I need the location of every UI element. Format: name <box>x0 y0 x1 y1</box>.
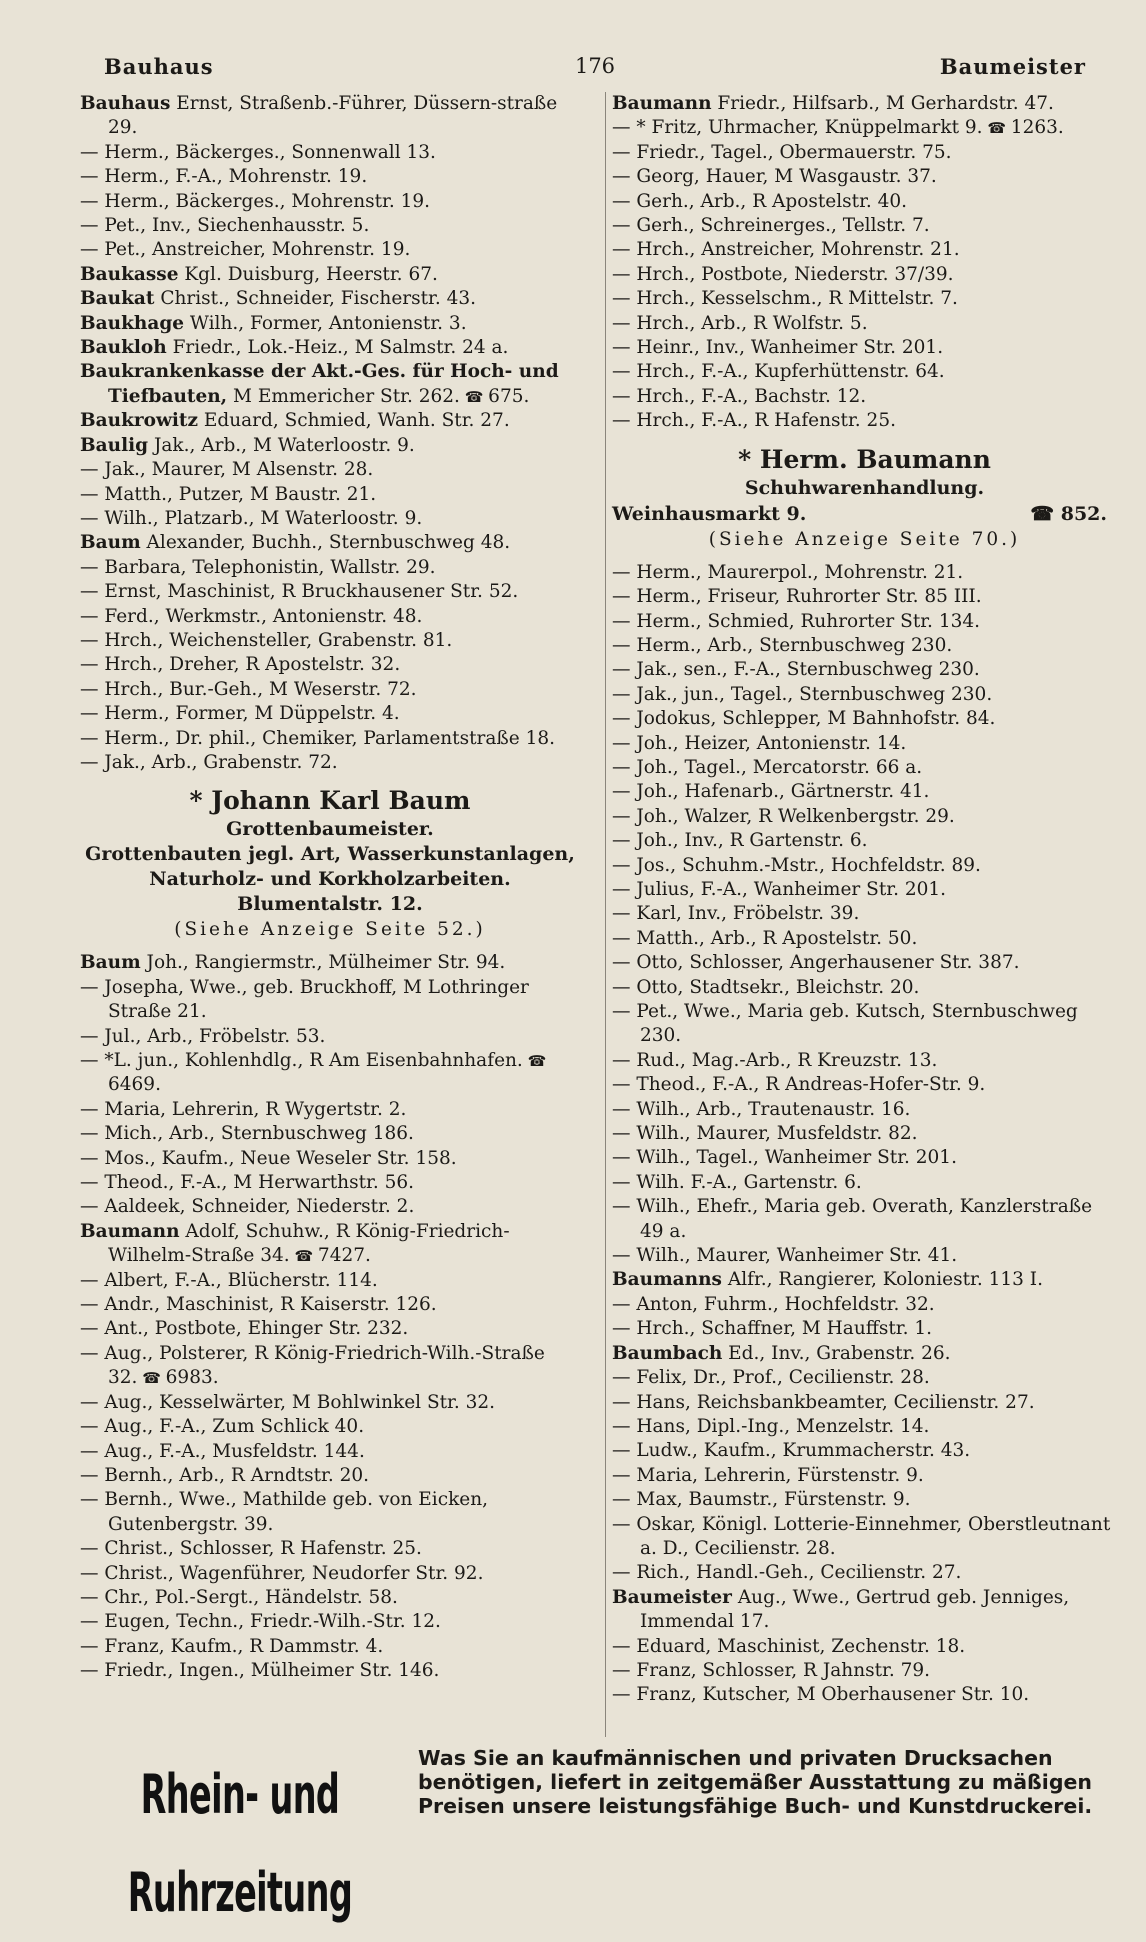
directory-entry <box>80 1147 580 1171</box>
directory-entry <box>80 580 580 604</box>
entry-details: — Hrch., Weichensteller, Grabenstr. 81. <box>80 629 453 651</box>
directory-entry <box>612 1195 1117 1244</box>
directory-entry <box>612 214 1117 238</box>
entry-details: — Max, Baumstr., Fürstenstr. 9. <box>612 1489 911 1511</box>
directory-entry <box>612 409 1117 433</box>
directory-entry <box>612 1513 1117 1562</box>
entry-surname: Baum <box>80 952 141 974</box>
entry-details: — Andr., Maschinist, R Kaiserstr. 126. <box>80 1294 437 1316</box>
directory-entry <box>80 141 580 165</box>
entry-details: — Hrch., Anstreicher, Mohrenstr. 21. <box>612 239 960 261</box>
entry-surname: Baumann <box>80 1220 180 1242</box>
directory-entry <box>80 702 580 726</box>
ad-address: Blumentalstr. 12. <box>237 893 423 916</box>
directory-entry <box>612 634 1117 658</box>
entry-details: — Aaldeek, Schneider, Niederstr. 2. <box>80 1196 415 1218</box>
entry-details: — Julius, F.-A., Wanheimer Str. 201. <box>612 878 947 900</box>
entry-surname: Baukhage <box>80 312 185 334</box>
entry-details: — Chr., Pol.-Sergt., Händelstr. 58. <box>80 1586 398 1608</box>
directory-entry <box>612 1391 1117 1415</box>
entry-details: — Eduard, Maschinist, Zechenstr. 18. <box>612 1635 966 1657</box>
header-left-keyword: Bauhaus <box>104 54 214 79</box>
entry-details: — Jak., sen., F.-A., Sternbuschweg 230. <box>612 659 980 681</box>
entry-telephone-number: 7427. <box>317 1245 371 1267</box>
entry-details: — Ernst, Maschinist, R Bruckhausener Str. 52. <box>80 581 519 603</box>
entry-details: — Herm., F.-A., Mohrenstr. 19. <box>80 166 368 188</box>
entry-details: — Friedr., Ingen., Mülheimer Str. 146. <box>80 1660 440 1682</box>
entry-details: — Herm., Schmied, Ruhrorter Str. 134. <box>612 610 981 632</box>
entry-details: — Theod., F.-A., M Herwarthstr. 56. <box>80 1172 415 1194</box>
entry-details: — Gerh., Schreinerges., Tellstr. 7. <box>612 215 930 237</box>
directory-entry <box>80 360 580 409</box>
right-entries-top <box>612 92 1117 434</box>
directory-entry <box>80 1171 580 1195</box>
directory-entry <box>80 434 580 458</box>
telephone-icon: ☎ <box>459 387 489 406</box>
directory-entry <box>80 336 580 360</box>
directory-entry <box>612 854 1117 878</box>
entry-details: — Georg, Hauer, M Wasgaustr. 37. <box>612 166 937 188</box>
entry-details: — Wilh., Ehefr., Maria geb. Overath, Kanzlerstraße 49 a. <box>612 1196 1093 1242</box>
directory-entry <box>612 1683 1117 1707</box>
ad-name: * Johann Karl Baum <box>189 786 471 816</box>
entry-surname: Baukloh <box>80 337 167 359</box>
entry-details: Ed., Inv., Grabenstr. 26. <box>722 1342 951 1364</box>
entry-details: — Hrch., F.-A., Kupferhüttenstr. 64. <box>612 361 945 383</box>
directory-entry <box>612 976 1117 1000</box>
entry-details: — Hrch., F.-A., Bachstr. 12. <box>612 385 867 407</box>
entry-details: — Bernh., Wwe., Mathilde geb. von Eicken, Gutenbergstr. 39. <box>80 1489 489 1535</box>
entry-details: — Albert, F.-A., Blücherstr. 114. <box>80 1269 378 1291</box>
entry-details: — Hrch., Kesselschm., R Mittelstr. 7. <box>612 288 958 310</box>
directory-entry <box>80 556 580 580</box>
entry-details: — Jak., Arb., Grabenstr. 72. <box>80 751 338 773</box>
entry-details: Jak., Arb., M Waterloostr. 9. <box>148 434 415 456</box>
directory-entry <box>80 1098 580 1122</box>
directory-entry <box>612 385 1117 409</box>
directory-entry <box>80 1025 580 1049</box>
entry-details: — Maria, Lehrerin, Fürstenstr. 9. <box>612 1464 924 1486</box>
directory-entry <box>80 312 580 336</box>
directory-entry <box>612 238 1117 262</box>
directory-entry <box>612 878 1117 902</box>
directory-entry <box>80 1269 580 1293</box>
entry-details: — Josepha, Wwe., geb. Bruckhoff, M Lothringer Straße 21. <box>80 976 529 1023</box>
directory-entry <box>80 1049 580 1098</box>
entry-details: — Mich., Arb., Sternbuschweg 186. <box>80 1123 414 1145</box>
advertisement-herm-baumann <box>612 444 1117 553</box>
entry-details: — Wilh. F.-A., Gartenstr. 6. <box>612 1171 862 1193</box>
directory-entry <box>612 1366 1117 1390</box>
directory-entry <box>80 409 580 433</box>
footer-advertisement <box>80 1746 1110 1924</box>
footer-line-3: Preisen unsere leistungsfähige Buch- und Kunstdruckerei. <box>418 1794 1093 1818</box>
entry-telephone-number: 6469. <box>108 1074 161 1096</box>
directory-entry <box>612 1146 1117 1170</box>
directory-entry <box>80 1659 580 1683</box>
entry-details: — Herm., Dr. phil., Chemiker, Parlamentstraße 18. <box>80 727 556 749</box>
entry-telephone-number: 675. <box>488 385 530 407</box>
directory-entry <box>80 605 580 629</box>
entry-details: — Wilh., Maurer, Wanheimer Str. 41. <box>612 1245 958 1267</box>
directory-entry <box>80 1415 580 1439</box>
ad-line-1: Schuhwarenhandlung. <box>744 476 985 499</box>
directory-entry <box>612 1098 1117 1122</box>
entry-details: — Jak., jun., Tagel., Sternbuschweg 230. <box>612 683 993 705</box>
entry-details: Adolf, Schuhw., R König-Friedrich-Wilhelm-Straße 34. <box>108 1220 510 1267</box>
entry-details: — *L. jun., Kohlenhdlg., R Am Eisenbahnhafen. <box>80 1050 523 1071</box>
entry-details: — Aug., F.-A., Zum Schlick 40. <box>80 1416 365 1438</box>
ad-address: Weinhausmarkt 9. <box>612 502 807 525</box>
directory-entry <box>612 1439 1117 1463</box>
advertisement-johann-karl-baum <box>80 785 580 943</box>
entry-details: Eduard, Schmied, Wanh. Str. 27. <box>197 410 510 432</box>
directory-entry <box>80 165 580 189</box>
entry-details: — Hrch., Arb., R Wolfstr. 5. <box>612 312 868 334</box>
newspaper-logo: Rhein- und Ruhrzeitung <box>127 1763 353 1924</box>
entry-details: — Christ., Wagenführer, Neudorfer Str. 92. <box>80 1562 484 1584</box>
ad-line-2: Grottenbauten jegl. Art, Wasserkunstanlagen, <box>85 843 575 866</box>
telephone-icon: ☎ <box>289 1247 318 1266</box>
entry-details: — Maria, Lehrerin, R Wygertstr. 2. <box>80 1098 407 1120</box>
entry-details: — Jodokus, Schlepper, M Bahnhofstr. 84. <box>612 708 996 730</box>
entry-details: — Aug., Polsterer, R König-Friedrich-Wilh.-Straße 32. <box>80 1342 545 1389</box>
entry-details: — Herm., Friseur, Ruhrorter Str. 85 III. <box>612 586 982 608</box>
ad-reference: (Siehe Anzeige Seite 70.) <box>708 528 1021 550</box>
directory-entry <box>612 1268 1117 1292</box>
entry-details: — Wilh., Platzarb., M Waterloostr. 9. <box>80 507 423 529</box>
entry-details: — Herm., Arb., Sternbuschweg 230. <box>612 634 953 656</box>
entry-details: — Christ., Schlosser, R Hafenstr. 25. <box>80 1538 422 1560</box>
entry-details: Alexander, Buchh., Sternbuschweg 48. <box>140 532 511 554</box>
entry-details: — Hrch., F.-A., R Hafenstr. 25. <box>612 410 896 432</box>
entry-details: — Hrch., Schaffner, M Hauffstr. 1. <box>612 1318 933 1340</box>
entry-details: — Oskar, Königl. Lotterie-Einnehmer, Oberstleutnant a. D., Cecilienstr. 28. <box>612 1513 1111 1559</box>
directory-entry <box>612 683 1117 707</box>
directory-entry <box>612 190 1117 214</box>
entry-telephone-number: 1263. <box>1010 117 1064 139</box>
directory-entry <box>80 1537 580 1561</box>
directory-entry <box>80 1195 580 1219</box>
directory-entry <box>80 1293 580 1317</box>
telephone-icon: ☎ <box>522 1052 547 1070</box>
directory-entry <box>80 1562 580 1586</box>
entry-details: — Felix, Dr., Prof., Cecilienstr. 28. <box>612 1367 930 1389</box>
entry-details: — Jos., Schuhm.-Mstr., Hochfeldstr. 89. <box>612 854 981 876</box>
directory-entry <box>612 1122 1117 1146</box>
entry-details: Joh., Rangiermstr., Mülheimer Str. 94. <box>140 952 506 974</box>
entry-details: — Hans, Reichsbankbeamter, Cecilienstr. 27. <box>612 1391 1035 1413</box>
entry-details: — Rud., Mag.-Arb., R Kreuzstr. 13. <box>612 1049 938 1071</box>
entry-details: — Pet., Inv., Siechenhausstr. 5. <box>80 215 370 237</box>
entry-details: — Anton, Fuhrm., Hochfeldstr. 32. <box>612 1293 935 1315</box>
entry-details: — Eugen, Techn., Friedr.-Wilh.-Str. 12. <box>80 1611 441 1633</box>
directory-entry <box>612 829 1117 853</box>
entry-surname: Baulig <box>80 434 149 456</box>
entry-details: — Jul., Arb., Fröbelstr. 53. <box>80 1025 326 1047</box>
entry-details: Friedr., Lok.-Heiz., M Salmstr. 24 a. <box>166 337 509 359</box>
entry-details: — Otto, Stadtsekr., Bleichstr. 20. <box>612 976 920 998</box>
directory-entry <box>612 1488 1117 1512</box>
directory-entry <box>612 1586 1117 1635</box>
directory-entry <box>80 1464 580 1488</box>
directory-entry <box>612 1317 1117 1341</box>
entry-details: — Pet., Wwe., Maria geb. Kutsch, Sternbuschweg 230. <box>612 1001 1078 1047</box>
entry-details: Christ., Schneider, Fischerstr. 43. <box>154 288 477 310</box>
entry-surname: Baumann <box>612 93 712 114</box>
ad-reference: (Siehe Anzeige Seite 52.) <box>174 919 486 941</box>
ad-address-row <box>612 501 1117 527</box>
footer-line-2: benötigen, liefert in zeitgemäßer Ausstattung zu mäßigen <box>418 1770 1092 1794</box>
entry-surname: Baukrankenkasse der Akt.-Ges. für Hoch- und Tiefbauten, <box>80 361 559 407</box>
directory-entry <box>80 1342 580 1391</box>
directory-entry <box>612 927 1117 951</box>
directory-entry <box>80 483 580 507</box>
entry-details: — Wilh., Maurer, Musfeldstr. 82. <box>612 1123 918 1145</box>
entry-details: — Herm., Bäckerges., Mohrenstr. 19. <box>80 190 431 212</box>
directory-entry <box>80 1635 580 1659</box>
directory-entry <box>612 92 1117 116</box>
entry-details: Aug., Wwe., Gertrud geb. Jenniges, Immendal 17. <box>640 1586 1070 1633</box>
entry-details: — Matth., Arb., R Apostelstr. 50. <box>612 927 918 949</box>
directory-entry <box>612 1659 1117 1683</box>
entry-details: — Karl, Inv., Fröbelstr. 39. <box>612 903 860 925</box>
directory-entry <box>80 1122 580 1146</box>
entry-surname: Baumbach <box>612 1342 723 1364</box>
directory-entry <box>612 1049 1117 1073</box>
left-entries-bottom <box>80 951 580 1683</box>
directory-entry <box>80 951 580 975</box>
telephone-icon: ☎ <box>137 1369 166 1388</box>
directory-entry <box>612 732 1117 756</box>
entry-details: — Barbara, Telephonistin, Wallstr. 29. <box>80 556 436 578</box>
entry-details: — Hrch., Dreher, R Apostelstr. 32. <box>80 654 401 676</box>
ad-telephone-number: 852. <box>1060 502 1107 525</box>
directory-entry <box>612 1000 1117 1049</box>
page-number: 176 <box>574 54 616 78</box>
entry-details: — Rich., Handl.-Geh., Cecilienstr. 27. <box>612 1562 962 1584</box>
directory-entry <box>80 263 580 287</box>
directory-entry <box>612 263 1117 287</box>
entry-details: — Hrch., Postbote, Niederstr. 37/39. <box>612 263 954 285</box>
entry-details: — * Fritz, Uhrmacher, Knüppelmarkt 9. <box>612 117 983 139</box>
ad-name: * Herm. Baumann <box>738 444 991 474</box>
entry-details: — Otto, Schlosser, Angerhausener Str. 387. <box>612 952 1020 974</box>
entry-surname: Baukrowitz <box>80 410 198 432</box>
entry-details: — Joh., Hafenarb., Gärtnerstr. 41. <box>612 781 930 803</box>
directory-entry <box>80 727 580 751</box>
ad-telephone <box>1030 501 1107 527</box>
entry-details: — Franz, Kutscher, M Oberhausener Str. 10. <box>612 1684 1030 1706</box>
directory-entry <box>80 507 580 531</box>
entry-details: — Bernh., Arb., R Arndtstr. 20. <box>80 1464 370 1486</box>
entry-details: Wilh., Former, Antonienstr. 3. <box>184 312 467 334</box>
directory-entry <box>612 312 1117 336</box>
entry-details: — Ant., Postbote, Ehinger Str. 232. <box>80 1318 409 1340</box>
page-header <box>80 52 1110 86</box>
entry-details: — Friedr., Tagel., Obermauerstr. 75. <box>612 141 952 163</box>
directory-entry <box>80 653 580 677</box>
ad-line-1: Grottenbaumeister. <box>226 818 434 841</box>
directory-entry <box>80 1440 580 1464</box>
directory-entry <box>80 1488 580 1537</box>
directory-entry <box>612 360 1117 384</box>
entry-surname: Bauhaus <box>80 93 171 114</box>
directory-entry <box>612 1293 1117 1317</box>
footer-line-1: Was Sie an kaufmännischen und privaten Drucksachen <box>418 1746 1053 1770</box>
directory-entry <box>80 238 580 262</box>
directory-entry <box>80 287 580 311</box>
directory-entry <box>612 336 1117 360</box>
telephone-icon: ☎ <box>982 119 1011 138</box>
directory-entry <box>80 190 580 214</box>
directory-entry <box>612 902 1117 926</box>
entry-details: — Hans, Dipl.-Ing., Menzelstr. 14. <box>612 1415 930 1437</box>
directory-entry <box>612 707 1117 731</box>
directory-entry <box>612 1244 1117 1268</box>
directory-entry <box>612 1561 1117 1585</box>
footer-text <box>418 1746 1110 1818</box>
entry-details: — Joh., Heizer, Antonienstr. 14. <box>612 732 907 754</box>
directory-entry <box>612 561 1117 585</box>
directory-entry <box>612 805 1117 829</box>
directory-entry <box>80 976 580 1025</box>
entry-details: Kgl. Duisburg, Heerstr. 67. <box>178 263 438 285</box>
entry-details: — Mos., Kaufm., Neue Weseler Str. 158. <box>80 1147 457 1169</box>
entry-details: — Wilh., Tagel., Wanheimer Str. 201. <box>612 1147 957 1169</box>
directory-entry <box>80 1610 580 1634</box>
entry-details: — Herm., Bäckerges., Sonnenwall 13. <box>80 141 436 163</box>
ad-line-3: Naturholz- und Korkholzarbeiten. <box>149 868 511 891</box>
entry-telephone-number: 6983. <box>165 1367 219 1389</box>
right-entries-bottom <box>612 561 1117 1708</box>
directory-entry <box>612 116 1117 140</box>
entry-details: Ernst, Straßenb.-Führer, Düssern-straße 29. <box>108 93 558 139</box>
left-column <box>80 92 580 1684</box>
entry-details: — Pet., Anstreicher, Mohrenstr. 19. <box>80 239 411 261</box>
entry-details: — Aug., F.-A., Musfeldstr. 144. <box>80 1440 365 1462</box>
entry-details: — Jak., Maurer, M Alsenstr. 28. <box>80 459 374 481</box>
directory-entry <box>80 531 580 555</box>
directory-entry <box>612 658 1117 682</box>
entry-details: — Aug., Kesselwärter, M Bohlwinkel Str. 32. <box>80 1391 496 1413</box>
directory-entry <box>80 1391 580 1415</box>
left-entries-top <box>80 92 580 775</box>
entry-details: — Hrch., Bur.-Geh., M Weserstr. 72. <box>80 678 417 700</box>
directory-entry <box>612 1073 1117 1097</box>
entry-details: — Gerh., Arb., R Apostelstr. 40. <box>612 190 908 212</box>
entry-details: — Herm., Maurerpol., Mohrenstr. 21. <box>612 561 964 583</box>
entry-surname: Baukasse <box>80 263 179 285</box>
header-right-keyword: Baumeister <box>939 54 1086 79</box>
directory-entry <box>612 287 1117 311</box>
entry-details: — Theod., F.-A., R Andreas-Hofer-Str. 9. <box>612 1074 986 1096</box>
directory-entry <box>80 751 580 775</box>
directory-entry <box>612 585 1117 609</box>
entry-surname: Baukat <box>80 288 155 310</box>
entry-details: — Heinr., Inv., Wanheimer Str. 201. <box>612 337 944 359</box>
entry-surname: Baumanns <box>612 1269 722 1291</box>
directory-entry <box>612 165 1117 189</box>
entry-surname: Baum <box>80 532 141 554</box>
directory-entry <box>80 458 580 482</box>
directory-entry <box>612 780 1117 804</box>
directory-entry <box>612 610 1117 634</box>
entry-details: — Joh., Inv., R Gartenstr. 6. <box>612 830 868 852</box>
right-column <box>605 92 1117 1737</box>
entry-details: — Ludw., Kaufm., Krummacherstr. 43. <box>612 1440 971 1462</box>
directory-entry <box>80 92 580 141</box>
entry-details: — Herm., Former, M Düppelstr. 4. <box>80 703 400 725</box>
directory-entry <box>80 1317 580 1341</box>
entry-details: — Ferd., Werkmstr., Antonienstr. 48. <box>80 605 423 627</box>
directory-entry <box>612 1415 1117 1439</box>
entry-details: — Franz, Schlosser, R Jahnstr. 79. <box>612 1659 931 1681</box>
entry-surname: Baumeister <box>612 1586 732 1608</box>
directory-entry <box>612 756 1117 780</box>
entry-details: Alfr., Rangierer, Koloniestr. 113 I. <box>721 1269 1043 1291</box>
directory-entry <box>612 141 1117 165</box>
directory-entry <box>612 1171 1117 1195</box>
entry-details: — Franz, Kaufm., R Dammstr. 4. <box>80 1635 384 1657</box>
telephone-icon: ☎ <box>1030 502 1055 525</box>
directory-entry <box>80 678 580 702</box>
entry-details: — Wilh., Arb., Trautenaustr. 16. <box>612 1098 911 1120</box>
entry-details: Friedr., Hilfsarb., M Gerhardstr. 47. <box>711 93 1054 114</box>
entry-details: M Emmericher Str. 262. <box>227 385 460 407</box>
directory-entry <box>80 629 580 653</box>
directory-entry <box>612 1635 1117 1659</box>
directory-entry <box>612 1464 1117 1488</box>
entry-details: — Joh., Tagel., Mercatorstr. 66 a. <box>612 756 923 778</box>
entry-details: — Joh., Walzer, R Welkenbergstr. 29. <box>612 805 955 827</box>
entry-details: — Matth., Putzer, M Baustr. 21. <box>80 483 377 505</box>
directory-entry <box>80 1220 580 1269</box>
directory-entry <box>80 214 580 238</box>
directory-entry <box>612 951 1117 975</box>
directory-entry <box>80 1586 580 1610</box>
directory-entry <box>612 1342 1117 1366</box>
